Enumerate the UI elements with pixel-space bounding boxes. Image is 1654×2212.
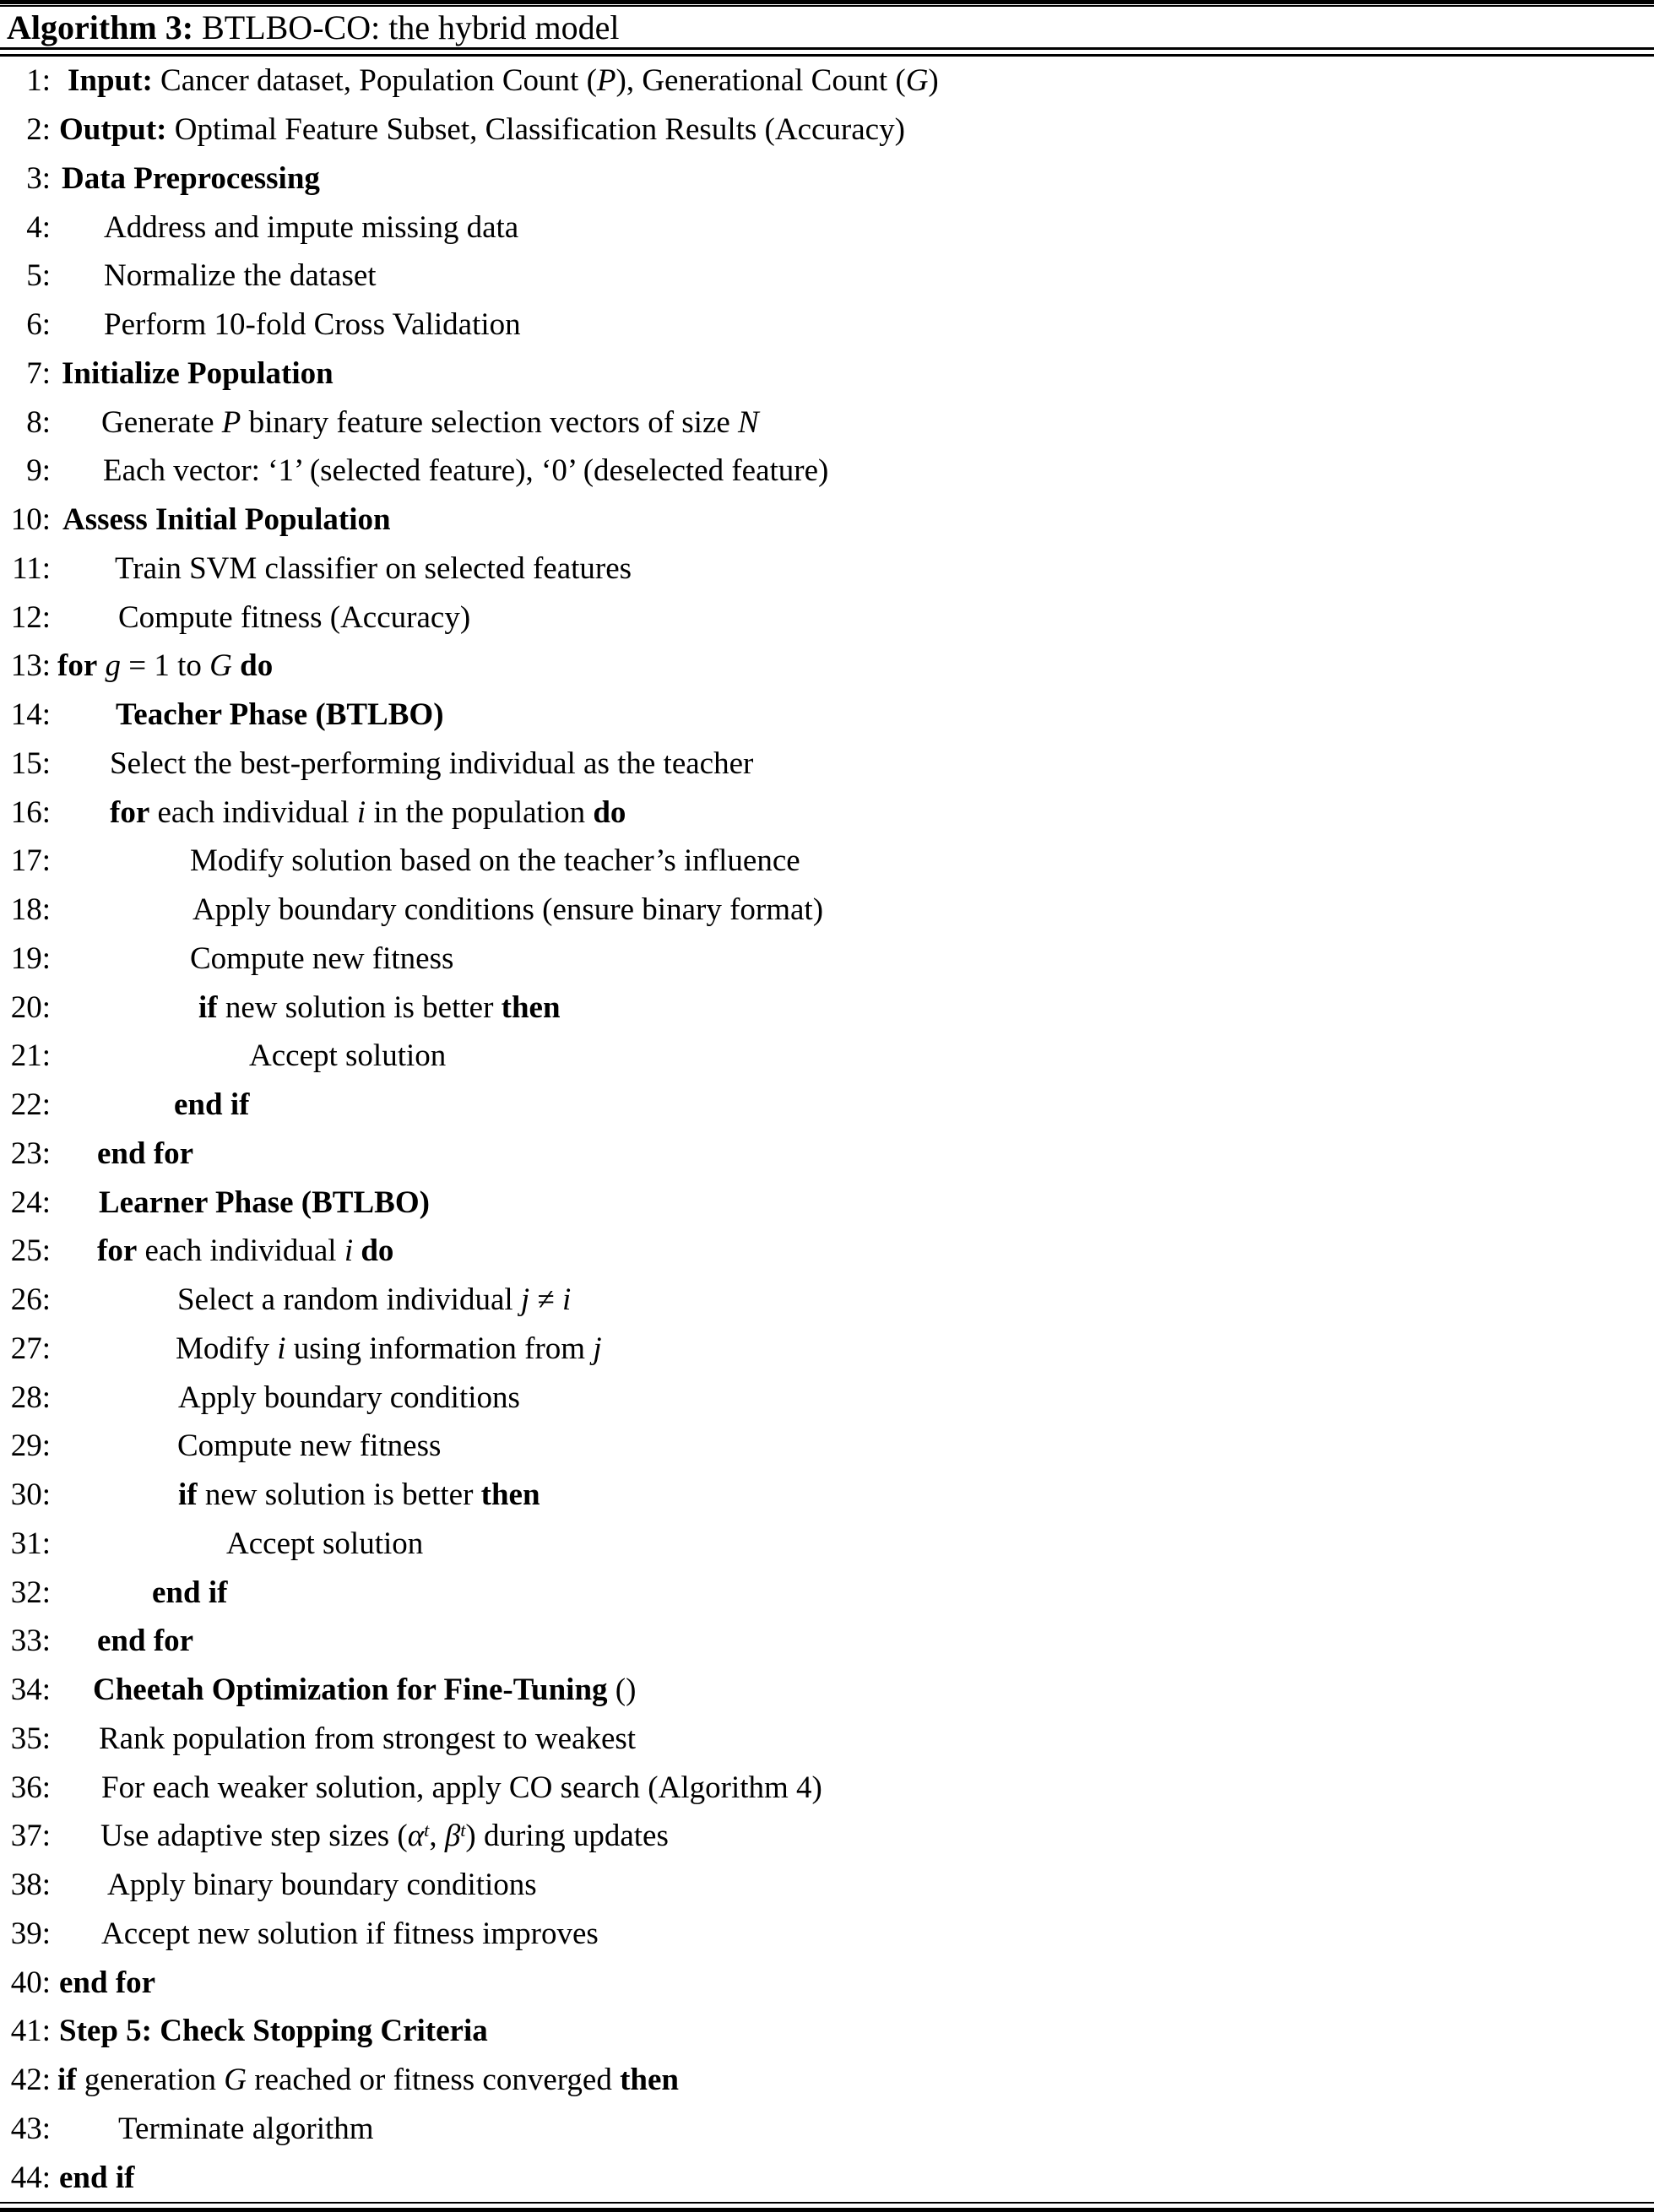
bold-text: for	[110, 794, 150, 830]
line-number: 31:	[10, 1526, 51, 1561]
algorithm-line-43	[0, 2105, 1654, 2154]
line-content	[190, 941, 453, 977]
math-variable: α	[407, 1819, 425, 1854]
line-number: 33:	[10, 1624, 51, 1659]
algorithm-line-13	[0, 642, 1654, 691]
bottom-rule	[0, 2202, 1654, 2212]
algorithm-line-19	[0, 935, 1654, 984]
line-number: 2:	[26, 112, 51, 148]
plain-text	[232, 648, 240, 683]
line-content	[99, 1185, 430, 1221]
plain-text: new solution is better	[197, 1477, 481, 1513]
plain-text: Apply boundary conditions (ensure binary format)	[193, 892, 824, 928]
line-number: 38:	[10, 1868, 51, 1903]
line-number: 28:	[10, 1380, 51, 1415]
line-number: 21:	[10, 1038, 51, 1074]
line-content	[174, 1087, 249, 1123]
line-content	[107, 1867, 537, 1903]
plain-text: Accept new solution if fitness improves	[101, 1916, 599, 1951]
line-content	[57, 2062, 679, 2098]
plain-text: Modify	[176, 1331, 278, 1366]
plain-text: Select the best-performing individual as the teacher	[110, 745, 754, 781]
line-content	[110, 794, 626, 831]
math-variable: G	[209, 648, 232, 684]
algorithm-line-2	[0, 106, 1654, 155]
line-content	[178, 1477, 540, 1513]
plain-text	[353, 1233, 361, 1268]
line-number: 9:	[26, 453, 51, 489]
line-number: 40:	[10, 1965, 51, 2000]
algorithm-line-9	[0, 447, 1654, 496]
bold-text: end if	[174, 1087, 250, 1123]
line-content	[118, 2111, 374, 2147]
line-content	[100, 1818, 669, 1854]
line-content	[249, 1038, 446, 1074]
bold-text: do	[240, 648, 274, 684]
line-content	[152, 1575, 227, 1611]
plain-text: Terminate algorithm	[118, 2111, 374, 2146]
line-number: 16:	[10, 794, 51, 830]
algorithm-line-20	[0, 983, 1654, 1032]
math-variable: i	[356, 794, 366, 830]
line-number: 30:	[10, 1477, 51, 1513]
algorithm-line-3	[0, 155, 1654, 203]
plain-text: Apply binary boundary conditions	[107, 1868, 537, 1903]
algorithm-line-16	[0, 788, 1654, 837]
plain-text: Address and impute missing data	[104, 209, 519, 245]
line-content	[118, 599, 470, 636]
bold-text: then	[501, 989, 561, 1025]
line-number: 3:	[26, 160, 51, 196]
plain-text: Train SVM classifier on selected features	[115, 550, 632, 586]
plain-text: binary feature selection vectors of size	[241, 404, 739, 440]
line-content	[110, 745, 753, 782]
math-variable: P	[221, 404, 241, 440]
line-number: 7:	[26, 355, 51, 391]
line-content	[193, 892, 823, 928]
math-variable: g	[105, 648, 121, 684]
line-number: 37:	[10, 1819, 51, 1854]
bold-text: then	[620, 2063, 680, 2098]
algorithm-line-42	[0, 2056, 1654, 2105]
math-variable: G	[905, 63, 929, 99]
plain-text: in the population	[366, 794, 594, 830]
algorithm-line-23	[0, 1130, 1654, 1179]
bold-text: then	[480, 1477, 540, 1513]
math-variable: P	[596, 63, 616, 99]
math-variable: i	[562, 1282, 572, 1318]
plain-text: using information from	[285, 1331, 594, 1366]
bold-text: Data Preprocessing	[62, 160, 320, 196]
line-number: 34:	[10, 1673, 51, 1708]
math-variable: G	[224, 2063, 247, 2098]
line-content	[178, 1380, 520, 1416]
line-number: 13:	[10, 648, 51, 684]
line-content	[115, 550, 632, 587]
plain-text: = 1 to	[121, 648, 210, 684]
algorithm-line-1	[0, 57, 1654, 106]
algorithm-line-10	[0, 496, 1654, 545]
math-superscript: t	[424, 1819, 430, 1841]
line-number: 22:	[10, 1087, 51, 1123]
line-content	[177, 1282, 571, 1318]
plain-text: Optimal Feature Subset, Classification Results (Accuracy)	[166, 112, 905, 148]
plain-text: Apply boundary conditions	[178, 1380, 520, 1415]
algorithm-line-36	[0, 1763, 1654, 1812]
plain-text: Rank population from strongest to weakest	[99, 1721, 637, 1756]
line-content	[62, 501, 391, 538]
bold-text: for	[97, 1233, 138, 1269]
algorithm-line-11	[0, 545, 1654, 594]
math-variable: j	[520, 1282, 530, 1318]
bold-text: Step 5: Check Stopping Criteria	[59, 2014, 488, 2049]
bold-text: do	[593, 794, 626, 830]
line-number: 23:	[10, 1136, 51, 1171]
line-number: 25:	[10, 1233, 51, 1269]
plain-text: ), Generational Count (	[616, 63, 906, 99]
algorithm-line-39	[0, 1910, 1654, 1959]
math-superscript: t	[460, 1819, 466, 1841]
line-number: 26:	[10, 1282, 51, 1318]
line-content	[177, 1428, 441, 1464]
algorithm-line-6	[0, 301, 1654, 350]
line-number: 8:	[26, 404, 51, 440]
bold-text: Learner Phase (BTLBO)	[99, 1185, 430, 1220]
math-variable: i	[344, 1233, 354, 1269]
line-number: 32:	[10, 1575, 51, 1610]
plain-text	[97, 648, 105, 683]
line-content	[59, 111, 905, 148]
bold-text: Cheetah Optimization for Fine-Tuning	[93, 1673, 608, 1708]
line-content	[176, 1331, 602, 1367]
line-content	[101, 1916, 599, 1952]
algorithm-line-34	[0, 1666, 1654, 1715]
line-content	[59, 2160, 134, 2196]
plain-text: Compute fitness (Accuracy)	[118, 599, 471, 635]
plain-text: )	[928, 63, 939, 99]
line-content	[97, 1233, 393, 1269]
plain-text: generation	[76, 2063, 225, 2098]
algorithm-line-41	[0, 2007, 1654, 2056]
algorithm-line-25	[0, 1227, 1654, 1276]
plain-text: ) during updates	[465, 1819, 669, 1854]
line-number: 39:	[10, 1916, 51, 1951]
algorithm-line-17	[0, 837, 1654, 886]
algorithm-line-29	[0, 1422, 1654, 1471]
line-content	[103, 453, 828, 489]
line-number: 24:	[10, 1185, 51, 1220]
bold-text: if	[198, 989, 218, 1025]
plain-text: Compute new fitness	[177, 1429, 442, 1464]
plain-text: Use adaptive step sizes (	[100, 1819, 408, 1854]
algorithm-line-37	[0, 1812, 1654, 1861]
line-number: 43:	[10, 2111, 51, 2146]
plain-text: new solution is better	[217, 989, 502, 1025]
algorithm-line-27	[0, 1325, 1654, 1374]
algorithm-title-text: BTLBO-CO: the hybrid model	[193, 8, 620, 46]
line-number: 1:	[26, 63, 51, 99]
line-number: 15:	[10, 745, 51, 781]
line-number: 6:	[26, 307, 51, 343]
line-number: 4:	[26, 209, 51, 245]
bold-text: Output:	[59, 112, 167, 148]
line-content	[226, 1526, 423, 1562]
bold-text: end if	[59, 2160, 135, 2195]
plain-text: Perform 10-fold Cross Validation	[104, 307, 521, 343]
bold-text: end for	[97, 1136, 194, 1171]
line-number: 29:	[10, 1429, 51, 1464]
algorithm-line-38	[0, 1861, 1654, 1910]
algorithm-line-30	[0, 1471, 1654, 1520]
top-rule	[0, 0, 1654, 7]
algorithm-body	[0, 57, 1654, 2202]
line-content	[97, 1623, 193, 1659]
plain-text: each individual	[149, 794, 357, 830]
algorithm-line-7	[0, 350, 1654, 398]
bold-text: Assess Initial Population	[62, 502, 391, 538]
line-number: 17:	[10, 843, 51, 879]
header-separator-rule	[0, 47, 1654, 57]
line-content	[104, 306, 521, 343]
line-content	[190, 843, 800, 879]
algorithm-line-24	[0, 1178, 1654, 1227]
algorithm-line-35	[0, 1715, 1654, 1764]
line-number: 18:	[10, 892, 51, 928]
line-content	[93, 1672, 636, 1708]
algorithm-line-33	[0, 1617, 1654, 1666]
algorithm-line-12	[0, 593, 1654, 642]
bold-text: Initialize Population	[62, 355, 334, 391]
plain-text: Compute new fitness	[190, 941, 454, 976]
algorithm-line-8	[0, 398, 1654, 447]
plain-text: Normalize the dataset	[104, 258, 377, 294]
line-content	[62, 355, 334, 392]
line-content	[59, 1965, 155, 2001]
bold-text: Input:	[68, 63, 153, 99]
plain-text: Accept solution	[249, 1038, 447, 1074]
line-content	[68, 62, 939, 99]
algorithm-line-14	[0, 691, 1654, 740]
algorithm-line-22	[0, 1081, 1654, 1130]
math-variable: j	[593, 1331, 602, 1366]
bold-text: do	[361, 1233, 394, 1269]
line-content	[59, 2013, 488, 2049]
line-number: 19:	[10, 941, 51, 976]
line-content	[99, 1721, 636, 1757]
line-number: 44:	[10, 2160, 51, 2195]
bold-text: if	[57, 2063, 77, 2098]
algorithm-line-5	[0, 252, 1654, 301]
line-content	[62, 160, 320, 197]
line-content	[104, 258, 377, 294]
line-content	[104, 209, 518, 246]
plain-text: Select a random individual	[177, 1282, 521, 1318]
plain-text: Each vector: ‘1’ (selected feature), ‘0’ (deselected feature)	[103, 453, 829, 489]
plain-text: ()	[607, 1673, 637, 1708]
plain-text: Modify solution based on the teacher’s influence	[190, 843, 800, 879]
algorithm-line-4	[0, 203, 1654, 252]
line-content	[101, 404, 759, 441]
line-number: 5:	[26, 258, 51, 294]
line-number: 36:	[10, 1770, 51, 1805]
math-variable: i	[277, 1331, 286, 1366]
bold-text: end for	[97, 1624, 194, 1659]
algorithm-line-44	[0, 2153, 1654, 2202]
algorithm-line-21	[0, 1032, 1654, 1081]
algorithm-line-32	[0, 1568, 1654, 1617]
line-number: 27:	[10, 1331, 51, 1366]
bold-text: end for	[59, 1965, 156, 2000]
line-number: 14:	[10, 697, 51, 733]
line-number: 41:	[10, 2014, 51, 2049]
line-content	[97, 1136, 193, 1172]
line-number: 11:	[12, 550, 51, 586]
algorithm-line-26	[0, 1276, 1654, 1325]
bold-text: Teacher Phase (BTLBO)	[116, 697, 444, 733]
bold-text: for	[57, 648, 98, 684]
line-number: 35:	[10, 1721, 51, 1756]
bold-text: if	[178, 1477, 198, 1513]
algorithm-line-15	[0, 740, 1654, 789]
line-content	[198, 989, 561, 1026]
algorithm-line-40	[0, 1958, 1654, 2007]
line-content	[101, 1770, 822, 1806]
algorithm-title-label: Algorithm 3:	[7, 8, 194, 46]
math-variable: β	[444, 1819, 461, 1854]
math-variable: N	[738, 404, 759, 440]
line-content	[116, 697, 444, 733]
plain-text: reached or fitness converged	[247, 2063, 621, 2098]
algorithm-line-31	[0, 1520, 1654, 1569]
line-number: 42:	[10, 2063, 51, 2098]
plain-text: ,	[429, 1819, 445, 1854]
plain-text: Cancer dataset, Population Count (	[152, 63, 597, 99]
algorithm-title	[0, 7, 1654, 47]
line-number: 10:	[10, 502, 51, 538]
line-number: 20:	[10, 989, 51, 1025]
plain-text: Accept solution	[226, 1526, 424, 1561]
line-content	[57, 648, 273, 684]
line-number: 12:	[10, 599, 51, 635]
bold-text: end if	[152, 1575, 228, 1610]
algorithm-line-28	[0, 1373, 1654, 1422]
plain-text: For each weaker solution, apply CO search (Algorithm 4)	[101, 1770, 822, 1805]
plain-text: Generate	[101, 404, 222, 440]
plain-text: each individual	[137, 1233, 344, 1269]
plain-text: ≠	[529, 1282, 562, 1318]
algorithm-line-18	[0, 886, 1654, 935]
